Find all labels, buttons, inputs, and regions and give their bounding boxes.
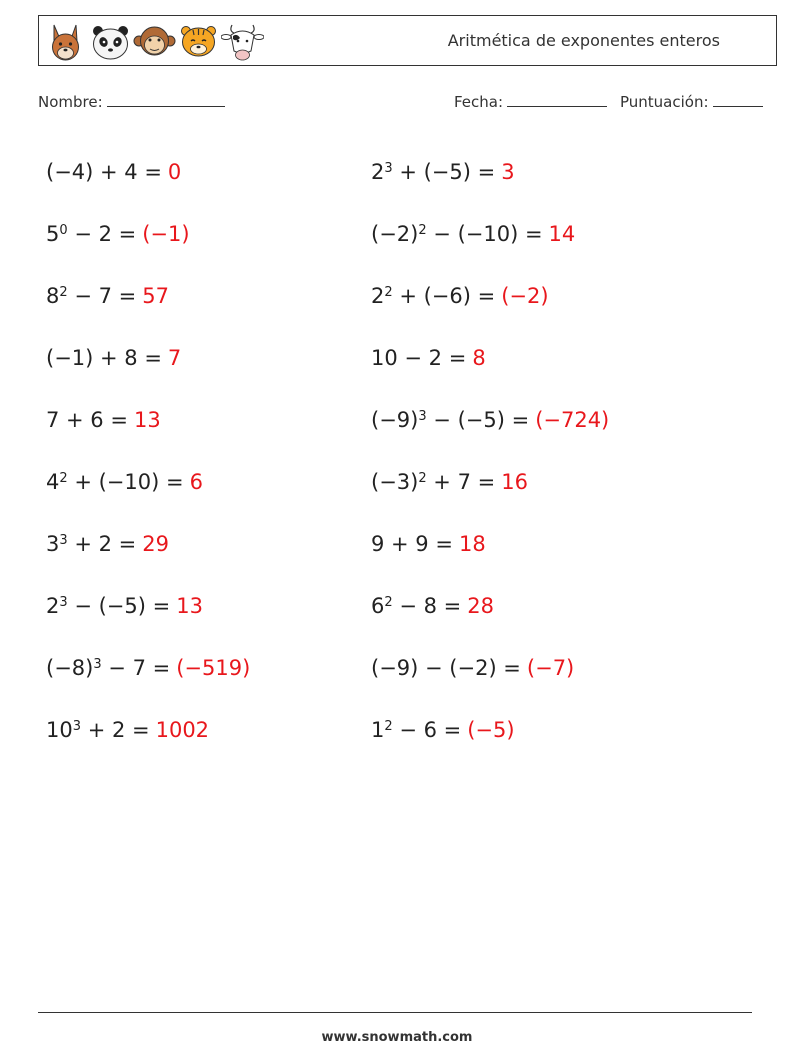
info-row — [38, 92, 770, 116]
problem-row — [46, 141, 250, 203]
problem-rest: − 7 = — [101, 656, 171, 680]
problem-rest: − (−10) = — [426, 222, 543, 246]
problem-row: 2 $^2$ + (−6) = (−2) — [371, 284, 549, 308]
problem-answer: 1002 — [155, 718, 210, 742]
header-box — [38, 15, 777, 66]
problem-answer: (−2) — [501, 284, 549, 308]
problem-answer: 0 — [167, 160, 182, 184]
problem-answer: 13 — [176, 594, 203, 618]
footer-divider — [38, 1012, 752, 1013]
problem-rest: − 8 = — [392, 594, 462, 618]
problem-rest: − (−5) = — [426, 408, 530, 432]
problem-row: 3 $^3$ + 2 = 29 — [46, 532, 169, 556]
problem-base: (−3) — [371, 470, 419, 494]
problem-base: (−9) — [371, 408, 419, 432]
problem-base: 10 — [46, 718, 73, 742]
problem-row — [371, 513, 609, 575]
problem-row — [371, 637, 609, 699]
problem-rest: + 7 = — [426, 470, 496, 494]
monkey-icon — [133, 19, 176, 63]
problem-rest: + 2 = — [81, 718, 150, 742]
problems-right-column — [371, 141, 609, 761]
tiger-icon — [177, 19, 220, 63]
cow-icon — [221, 19, 264, 63]
problem-rest: + (−6) = — [392, 284, 496, 308]
problem-answer: 6 — [189, 470, 203, 494]
problem-base: 1 — [371, 718, 385, 742]
problem-rest: + (−5) = — [392, 160, 496, 184]
problem-answer: 28 — [467, 594, 494, 618]
problem-row: (−2) $^2$ − (−10) = 14 — [371, 222, 576, 246]
problem-base: 2 — [371, 284, 385, 308]
problem-base: 6 — [371, 594, 385, 618]
problem-answer: (−519) — [176, 656, 251, 680]
problem-base: (−9) − (−2) = — [371, 656, 521, 680]
problem-answer: 16 — [501, 470, 528, 494]
problem-rest: − (−5) = — [67, 594, 171, 618]
problem-row: (−9) $^3$ − (−5) = (−724) — [371, 408, 610, 432]
problem-answer: 18 — [458, 532, 486, 556]
problem-row: (−3) $^2$ + 7 = 16 — [371, 470, 528, 494]
panda-icon — [89, 19, 132, 63]
date-field — [454, 92, 607, 111]
score-line[interactable] — [713, 92, 763, 107]
problem-row: 4 $^2$ + (−10) = 6 — [46, 470, 203, 494]
problem-row — [46, 327, 250, 389]
problem-base: 5 — [46, 222, 60, 246]
problem-base: 10 − 2 = — [371, 346, 467, 370]
problem-answer: 29 — [142, 532, 169, 556]
problem-answer: (−7) — [526, 656, 575, 680]
problem-answer: (−724) — [535, 408, 610, 432]
date-line[interactable] — [507, 92, 607, 107]
problem-row: 5 $^0$ − 2 = (−1) — [46, 222, 190, 246]
problems-left-column — [46, 141, 250, 761]
problem-base: 9 + 9 = — [371, 532, 453, 556]
problem-answer: 3 — [501, 160, 515, 184]
problem-rest: + 2 = — [67, 532, 137, 556]
problem-base: (−1) + 8 = — [46, 346, 162, 370]
problem-row: (−8) $^3$ − 7 = (−519) — [46, 656, 251, 680]
problem-row — [46, 389, 250, 451]
score-label: Puntuación: — [620, 93, 709, 111]
problem-answer: 57 — [142, 284, 169, 308]
date-label: Fecha: — [454, 93, 504, 111]
problem-answer: (−1) — [142, 222, 190, 246]
problem-row — [371, 327, 609, 389]
problem-row: 8 $^2$ − 7 = 57 — [46, 284, 169, 308]
problem-base: (−8) — [46, 656, 94, 680]
name-label: Nombre: — [38, 93, 103, 111]
footer-url: www.snowmath.com — [321, 1030, 473, 1045]
problem-rest: − 7 = — [67, 284, 137, 308]
problem-answer: (−5) — [467, 718, 515, 742]
problem-answer: 8 — [472, 346, 486, 370]
problem-base: 3 — [46, 532, 60, 556]
problem-row: 2 $^3$ − (−5) = 13 — [46, 594, 203, 618]
problem-answer: 14 — [548, 222, 576, 246]
problem-row: 6 $^2$ − 8 = 28 — [371, 594, 494, 618]
score-field — [620, 92, 763, 111]
problem-base: 2 — [46, 594, 60, 618]
problem-row: 1 $^2$ − 6 = (−5) — [371, 718, 515, 742]
problem-base: 8 — [46, 284, 60, 308]
name-field — [38, 92, 225, 111]
problem-base: 4 — [46, 470, 60, 494]
problem-answer: 7 — [167, 346, 182, 370]
worksheet-title: Aritmética de exponentes enteros — [447, 31, 720, 50]
problem-row: 2 $^3$ + (−5) = 3 — [371, 160, 515, 184]
problem-base: (−4) + 4 = — [46, 160, 162, 184]
problem-rest: − 6 = — [392, 718, 462, 742]
problem-answer: 13 — [133, 408, 161, 432]
problem-row: 10 $^3$ + 2 = 1002 — [46, 718, 210, 742]
fox-icon — [45, 19, 88, 63]
problem-rest: + (−10) = — [67, 470, 184, 494]
problem-base: (−2) — [371, 222, 419, 246]
problem-rest: − 2 = — [67, 222, 137, 246]
animal-icons — [45, 19, 264, 63]
problem-base: 2 — [371, 160, 385, 184]
name-line[interactable] — [107, 92, 225, 107]
problem-base: 7 + 6 = — [46, 408, 128, 432]
